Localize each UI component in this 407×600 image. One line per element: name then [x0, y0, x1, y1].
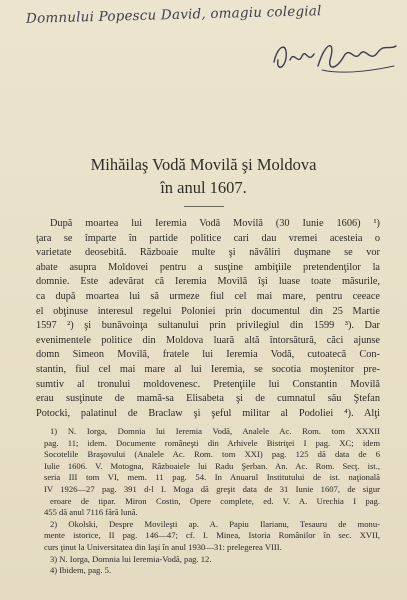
footnote-line: mente istorice, II pag. 146—47; cf. I. Minea, Istoria Românilor în sec. XVII, [44, 530, 380, 541]
footnote-line: 1) N. Iorga, Domnia lui Ieremia Vodă, Analele Ac. Rom. tom XXXII [50, 426, 380, 436]
body-line: erau susţinute de mamă-sa Elisabeta şi de cumnatul său Ştefan [36, 393, 380, 405]
body-line: sumtiv al tronului moldovenesc. Pretenţiile lui Constantin Movilă [36, 378, 380, 390]
body-line: evenimentele politice din Moldova luară altă întorsătură, căci ajunse [36, 334, 380, 346]
body-line: ca după moartea lui să urmeze fiul cel mai mare, pentru ceeace [36, 290, 380, 302]
body-line: 1597 ²) şi bunăvoinţa sultanului prin privilegiul din 1599 ³). Dar [36, 320, 380, 332]
body-paragraph [36, 217, 380, 421]
footnote-line: Socotelile Braşovului (Analele Ac. Rom. tom XXI) pag. 125 dă data de 6 [44, 449, 380, 460]
footnote-line: eroare de tipar. Miron Costin, Opere complete, ed. V. A. Urechia I pag. [50, 495, 380, 506]
handwritten-signature [270, 36, 402, 78]
body-line: stantin, fiul cel mai mare al lui Ieremia, se socotia moştenitor pre- [36, 363, 380, 375]
footnote-line: 2) Okolski, Despre Movileşti ap. A. Papiu Ilarianu, Tesauru de monu- [50, 518, 380, 529]
body-line: Potocki, palatinul de Braclaw şi şeful militar al Podoliei ⁴). Alţi [36, 407, 380, 419]
body-line: După moartea lui Ieremia Vodă Movilă (30 Iunie 1606) ¹) [50, 218, 380, 229]
footnote-line: pag. 11; idem. Documente româneşti din Arhivele Bistriţei I pag. XC; idem [44, 437, 380, 448]
footnote-line: 455 dă anul 7116 fără lună. [44, 507, 138, 518]
footnote-line: seria III tom VI, mem. 11 pag. 54. In Anuarul Institutului de ist. naţională [44, 472, 380, 483]
footnote-line: IV 1926—27 pag. 391 d-l I. Moga dă greşit data de 31 Iunie 1607, de sigur [44, 483, 380, 494]
footnote-line: 3) N. Iorga, Domnia lui Ieremia-Vodă, pag. 12. [50, 553, 212, 564]
footnotes [44, 426, 380, 577]
body-line: domnie. Este adevărat că Ieremia Movilă îşi luase toate măsurile, [36, 276, 380, 288]
body-line: varietate deosebită. Războaie multe şi năvăliri duşmane se vor [36, 247, 380, 259]
footnote-line: curs ţinut la Universitatea din Iaşi în anul 1930—31: prelegerea VIII. [44, 541, 282, 552]
body-line: abate asupra Moldovei pentru a susţine ambiţiile pretendenţilor la [36, 261, 380, 273]
body-line: el obţinuse interesul regelui Poloniei prin documentul din 25 Martie [36, 305, 380, 317]
body-line: ţara se împarte în partide politice cari dau vremei acesteia o [36, 232, 380, 244]
chapter-title-line-2: în anul 1607. [160, 178, 247, 197]
footnote-line: Iulie 1606. V. Motogna, Războaiele lui Radu Şerban. An. Ac. Rom. Secţ. ist., [44, 460, 380, 471]
footnote-line: 4) Ibidem, pag. 5. [50, 565, 112, 576]
handwritten-dedication: Domnului Popescu David, omagiu colegial [25, 3, 322, 27]
body-line: domn Simeon Movilă, fratele lui Ieremia Vodă, cutoatecă Con- [36, 349, 380, 361]
chapter-title-line-1: Mihăilaş Vodă Movilă şi Moldova [90, 155, 317, 174]
title-divider [184, 206, 224, 207]
